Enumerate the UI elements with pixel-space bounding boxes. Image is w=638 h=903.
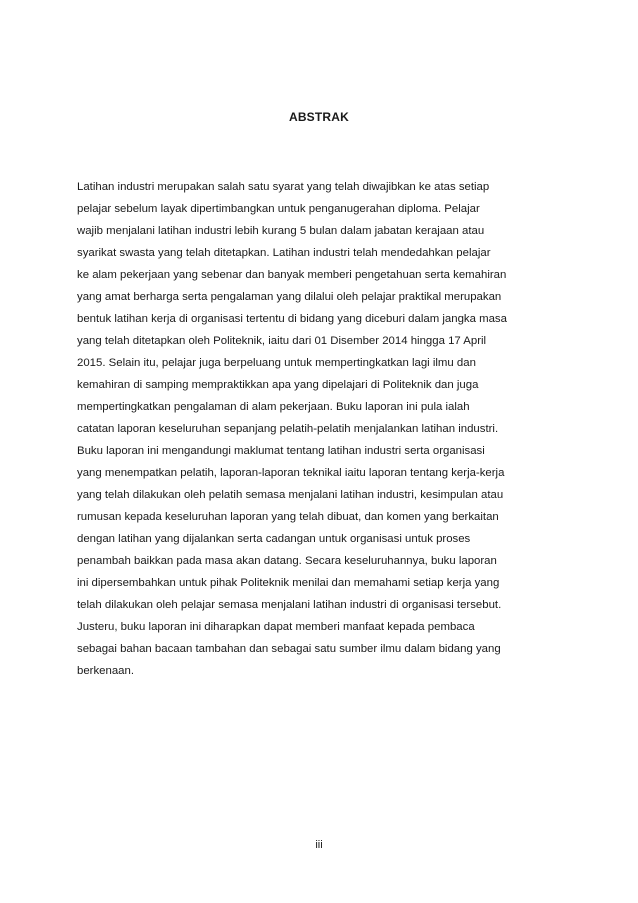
abstract-line: Justeru, buku laporan ini diharapkan dapat memberi manfaat kepada pembaca — [77, 621, 475, 633]
abstract-line: bentuk latihan kerja di organisasi tertentu di bidang yang diceburi dalam jangka masa — [77, 313, 507, 325]
abstract-line: dengan latihan yang dijalankan serta cadangan untuk organisasi untuk proses — [77, 533, 471, 545]
abstract-line: yang telah ditetapkan oleh Politeknik, iaitu dari 01 Disember 2014 hingga 17 April — [77, 335, 487, 347]
abstract-line: catatan laporan keseluruhan sepanjang pelatih-pelatih menjalankan latihan industri. — [77, 423, 499, 435]
abstract-line: rumusan kepada keseluruhan laporan yang telah dibuat, dan komen yang berkaitan — [77, 511, 499, 523]
abstract-line: Buku laporan ini mengandungi maklumat tentang latihan industri serta organisasi — [77, 445, 485, 457]
page-number: iii — [315, 839, 323, 851]
abstract-line: kemahiran di samping mempraktikkan apa yang dipelajari di Politeknik dan juga — [77, 379, 479, 391]
abstract-line: syarikat swasta yang telah ditetapkan. Latihan industri telah mendedahkan pelajar — [77, 247, 491, 259]
abstract-line: pelajar sebelum layak dipertimbangkan untuk penganugerahan diploma. Pelajar — [77, 203, 480, 215]
abstract-line: yang amat berharga serta pengalaman yang dilalui oleh pelajar praktikal merupakan — [77, 291, 502, 303]
abstract-line: ke alam pekerjaan yang sebenar dan banyak memberi pengetahuan serta kemahiran — [77, 269, 507, 281]
abstract-line: Latihan industri merupakan salah satu syarat yang telah diwajibkan ke atas setiap — [77, 181, 490, 193]
abstract-body — [77, 176, 567, 682]
abstract-line: yang telah dilakukan oleh pelatih semasa menjalani latihan industri, kesimpulan atau — [77, 489, 504, 501]
abstract-line: ini dipersembahkan untuk pihak Politeknik menilai dan memahami setiap kerja yang — [77, 577, 500, 589]
abstract-line: berkenaan. — [77, 665, 134, 677]
abstract-line: wajib menjalani latihan industri lebih kurang 5 bulan dalam jabatan kerajaan atau — [77, 225, 485, 237]
page-title: ABSTRAK — [288, 110, 350, 124]
abstract-line: 2015. Selain itu, pelajar juga berpeluang untuk mempertingkatkan lagi ilmu dan — [77, 357, 476, 369]
abstract-line: mempertingkatkan pengalaman di alam pekerjaan. Buku laporan ini pula ialah — [77, 401, 470, 413]
abstract-line: sebagai bahan bacaan tambahan dan sebagai satu sumber ilmu dalam bidang yang — [77, 643, 501, 655]
abstract-line: yang menempatkan pelatih, laporan-laporan teknikal iaitu laporan tentang kerja-kerja — [77, 467, 505, 479]
abstract-line: penambah baikkan pada masa akan datang. Secara keseluruhannya, buku laporan — [77, 555, 497, 567]
abstract-line: telah dilakukan oleh pelajar semasa menjalani latihan industri di organisasi tersebut. — [77, 599, 502, 611]
